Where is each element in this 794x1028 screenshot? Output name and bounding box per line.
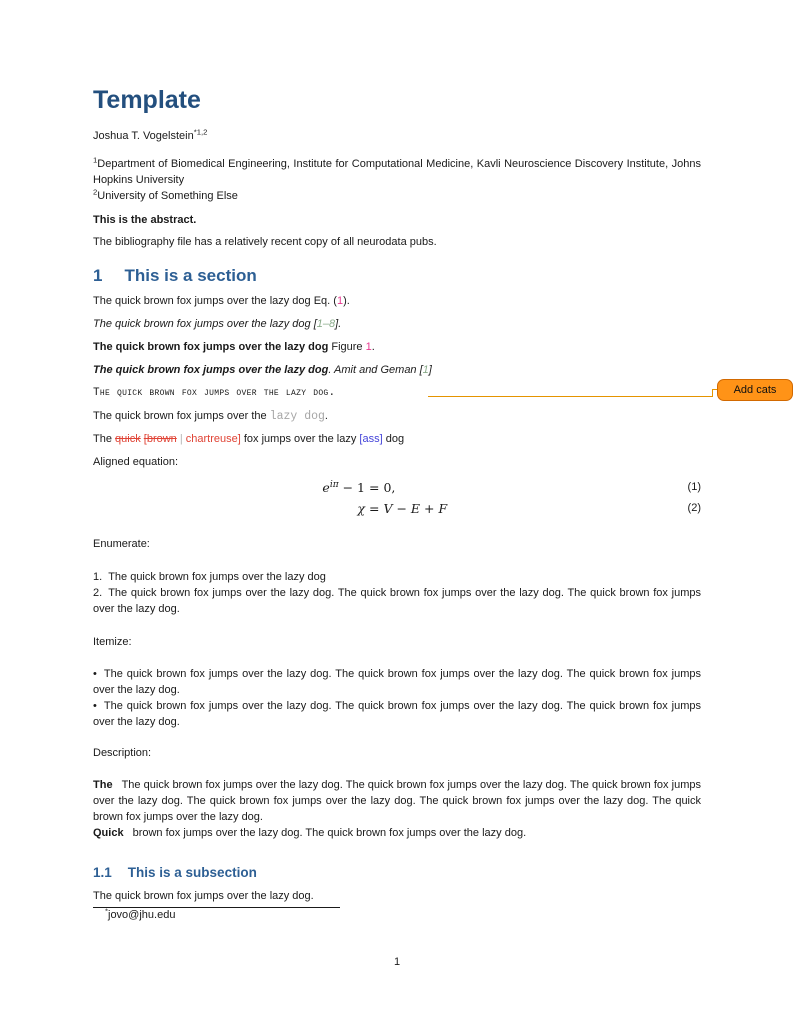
amit-citation-link[interactable]: 1 bbox=[422, 364, 429, 376]
equation-ref-link[interactable]: 1 bbox=[336, 295, 344, 307]
enumerate-item-2-text: The quick brown fox jumps over the lazy dog. The quick brown fox jumps over the lazy dog. The quick brown fox jumps over the lazy dog. bbox=[93, 587, 701, 615]
abstract-body: The bibliography file has a relatively recent copy of all neurodata pubs. bbox=[93, 236, 437, 248]
description-item-2-term: Quick bbox=[93, 827, 124, 839]
affiliation-2-marker: 2 bbox=[93, 187, 98, 197]
description-list bbox=[93, 777, 701, 841]
para-edits-start: The bbox=[93, 433, 116, 445]
para-citation-end: ]. bbox=[335, 318, 342, 330]
para-figure-ref bbox=[93, 340, 701, 355]
inserted-word-chartreuse: chartreuse] bbox=[185, 433, 241, 445]
para-citation bbox=[93, 317, 701, 332]
para-edits-end: dog bbox=[382, 433, 405, 445]
description-item-1 bbox=[93, 777, 701, 825]
section-number: 1 bbox=[93, 266, 103, 285]
subsection-heading bbox=[93, 864, 701, 882]
description-item-1-term: The bbox=[93, 779, 113, 791]
footnote-rule bbox=[93, 907, 340, 908]
para-figure-end: . bbox=[371, 341, 375, 353]
edit-pipe-separator: | bbox=[176, 433, 186, 445]
itemize-list bbox=[93, 666, 701, 730]
equation-1-rhs bbox=[369, 477, 701, 498]
para-citation-text: The quick brown fox jumps over the lazy dog [ bbox=[93, 318, 317, 330]
itemize-item-2 bbox=[93, 698, 701, 730]
enumerate-item-1-text: The quick brown fox jumps over the lazy dog bbox=[108, 571, 326, 583]
para-eq-ref-text: The quick brown fox jumps over the lazy dog Eq. ( bbox=[93, 295, 337, 307]
typewriter-segment: lazy dog bbox=[269, 410, 325, 423]
subsection-number: 1.1 bbox=[93, 865, 112, 880]
paper-title: Template bbox=[93, 86, 201, 114]
enumerate-label: Enumerate: bbox=[93, 538, 150, 550]
itemize-item-1 bbox=[93, 666, 701, 698]
para-typewriter-end: . bbox=[324, 410, 328, 422]
equation-1 bbox=[93, 477, 701, 498]
bullet-icon: • bbox=[93, 668, 97, 680]
para-smallcaps: The quick brown fox jumps over the lazy dog. bbox=[93, 387, 336, 399]
para-edits-mid: fox jumps over the lazy bbox=[240, 433, 360, 445]
todo-connector-stub bbox=[712, 389, 713, 397]
enumerate-list bbox=[93, 569, 701, 617]
affiliation-1-marker: 1 bbox=[93, 155, 98, 165]
itemize-item-1-text: The quick brown fox jumps over the lazy dog. The quick brown fox jumps over the lazy dog. The quick brown fox jumps over the lazy dog. bbox=[93, 668, 701, 696]
affiliation-2-text: University of Something Else bbox=[97, 190, 238, 202]
equation-1-base: e bbox=[322, 480, 330, 495]
equation-1-number: (1) bbox=[687, 481, 701, 493]
page-content bbox=[93, 0, 701, 921]
para-amit-end: ] bbox=[428, 364, 432, 376]
author-name: Joshua T. Vogelstein bbox=[93, 130, 194, 142]
affiliations bbox=[93, 156, 701, 204]
footnote-marker: * bbox=[105, 906, 108, 916]
subsection-title: This is a subsection bbox=[127, 865, 257, 880]
description-label: Description: bbox=[93, 747, 152, 759]
para-edits bbox=[93, 432, 701, 447]
equation-1-lhs bbox=[93, 477, 369, 498]
author-line bbox=[93, 129, 701, 144]
footnote-area bbox=[93, 907, 701, 921]
equation-2-rhs-text: = bbox=[369, 501, 384, 516]
deleted-word-brown: [brown bbox=[143, 433, 177, 445]
todo-note-add-cats[interactable]: Add cats bbox=[717, 379, 793, 401]
aligned-equation-label: Aligned equation: bbox=[93, 456, 179, 468]
subsection-body: The quick brown fox jumps over the lazy dog. bbox=[93, 890, 314, 902]
para-figure-bold-text: The quick brown fox jumps over the lazy dog bbox=[93, 341, 329, 353]
para-typewriter-text: The quick brown fox jumps over the bbox=[93, 410, 270, 422]
affiliation-1 bbox=[93, 156, 701, 188]
description-item-1-text: The quick brown fox jumps over the lazy dog. The quick brown fox jumps over the lazy dog. The quick brown fox jumps over the lazy dog. The quick brown fox jumps over the lazy dog. The quick brown fox jumps over the lazy dog. The quick brown fox jumps over the lazy dog. bbox=[93, 779, 701, 823]
blue-ref-ass[interactable]: [ass] bbox=[359, 433, 383, 445]
affiliation-2 bbox=[93, 188, 701, 204]
equation-2 bbox=[93, 498, 701, 519]
equation-2-rhs bbox=[369, 498, 701, 519]
para-amit-mid: . Amit and Geman [ bbox=[328, 364, 423, 376]
enumerate-item-2-number: 2. bbox=[93, 587, 103, 599]
deleted-word-quick: quick bbox=[115, 433, 141, 445]
equation-2-rhs-vars: V − E + F bbox=[383, 501, 448, 516]
description-item-2 bbox=[93, 825, 701, 841]
itemize-item-2-text: The quick brown fox jumps over the lazy dog. The quick brown fox jumps over the lazy dog. The quick brown fox jumps over the lazy dog. bbox=[93, 700, 701, 728]
todo-connector-line bbox=[428, 396, 712, 397]
equation-1-lhs-rest: − 1 bbox=[338, 480, 365, 495]
para-amit-bold-italic-text: The quick brown fox jumps over the lazy dog bbox=[93, 364, 329, 376]
description-item-2-text: brown fox jumps over the lazy dog. The quick brown fox jumps over the lazy dog. bbox=[132, 827, 527, 839]
equation-block bbox=[93, 477, 701, 519]
para-figure-mid: Figure bbox=[328, 341, 366, 353]
equation-1-exponent: iπ bbox=[329, 479, 339, 490]
enumerate-item-2 bbox=[93, 585, 701, 617]
author-superscript: *1,2 bbox=[193, 127, 208, 137]
equation-1-rhs-text: = 0, bbox=[369, 480, 396, 495]
para-amit-geman bbox=[93, 363, 701, 378]
equation-2-base: χ bbox=[357, 501, 365, 516]
para-typewriter bbox=[93, 409, 701, 424]
abstract-heading: This is the abstract. bbox=[93, 214, 197, 226]
page-number: 1 bbox=[393, 956, 401, 968]
para-eq-ref-end: ). bbox=[343, 295, 350, 307]
footnote-text bbox=[93, 906, 701, 921]
section-title: This is a section bbox=[124, 266, 257, 285]
enumerate-item-1-number: 1. bbox=[93, 571, 103, 583]
section-heading bbox=[93, 266, 701, 286]
bullet-icon: • bbox=[93, 700, 97, 712]
para-eq-ref bbox=[93, 294, 701, 309]
affiliation-1-text: Department of Biomedical Engineering, Institute for Computational Medicine, Kavli Neuroscience Discovery Institute, Johns Hopkins University bbox=[93, 158, 701, 186]
equation-2-lhs bbox=[93, 498, 369, 519]
itemize-label: Itemize: bbox=[93, 636, 132, 648]
equation-2-number: (2) bbox=[687, 502, 701, 514]
enumerate-item-1 bbox=[93, 569, 701, 585]
figure-ref-link[interactable]: 1 bbox=[365, 341, 372, 353]
footnote-email[interactable]: jovo@jhu.edu bbox=[108, 909, 176, 921]
citation-range-link[interactable]: 1–8 bbox=[316, 318, 336, 330]
